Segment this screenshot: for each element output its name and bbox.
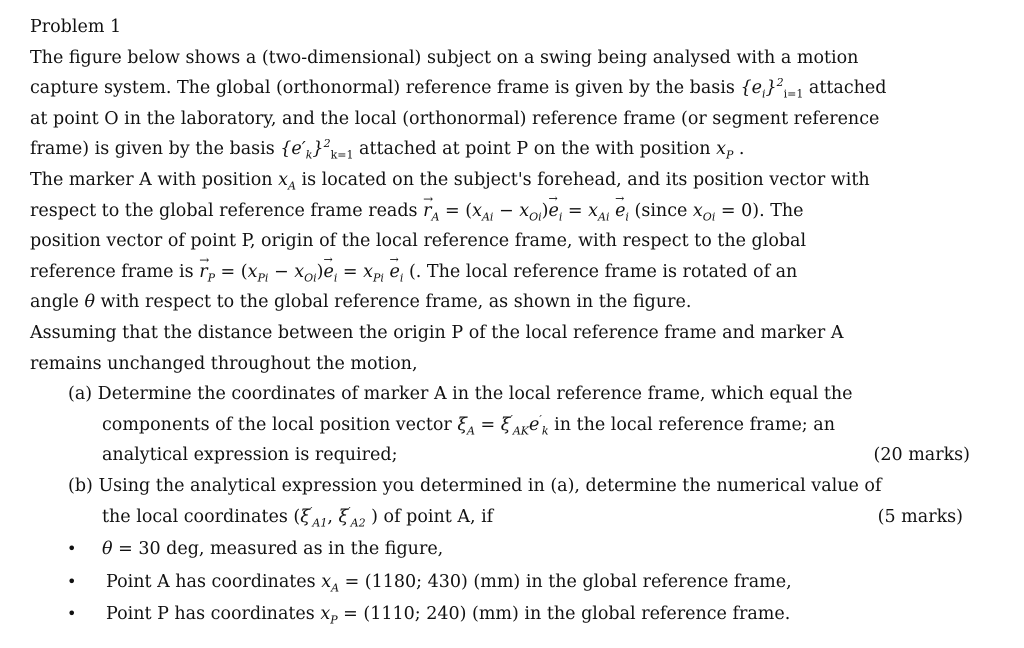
intro-line-4: frame) is given by the basis $\{e'_k\}^2_{k=1}$ attached at point P on the with position $x_P$ .: [30, 137, 745, 162]
intro-line-5: The marker A with position $x_A$ is located on the subject's forehead, and its position vector with: [30, 169, 870, 193]
part-b-marks: (5 marks): [877, 506, 963, 527]
x-a-symbol: $x_A$: [278, 169, 296, 193]
theta-symbol: θ: [84, 292, 95, 313]
xi-local-coords: $\xi'_{A1}$, $\xi'_{A2}$: [300, 504, 366, 529]
part-b-label: (b): [68, 475, 93, 496]
xi-a-equation: $\xi_A = \xi'_{AK}e'_k$: [457, 412, 549, 438]
part-a-marks: (20 marks): [873, 445, 970, 466]
intro-line-8: reference frame is → $r_P = (x_{Pi} - x_{Oi})\to e_i = x_{Pi} \to e_i$ (. The local reference frame is rotated of an: [30, 257, 990, 288]
bullet-icon: •: [67, 604, 77, 624]
intro-line-7: position vector of point P, origin of the local reference frame, with respect to the global: [30, 231, 807, 252]
part-b-line-2: the local coordinates ($\xi'_{A1}$, $\xi'_{A2}$ ) of point A, if (5 marks): [30, 502, 990, 533]
part-a-label: (a): [68, 384, 93, 405]
basis-e-prime-k: $\{e'_k\}^2_{k=1}$: [280, 137, 354, 162]
intro-line-6: respect to the global reference frame reads → $r_A = (x_{Ai} - x_{Oi})\to e_i = x_{Ai} \to e_i$ (since $x_{Oi} = 0$). The: [30, 196, 990, 227]
part-a-line-1: (a) Determine the coordinates of marker A in the local reference frame, which equal the: [68, 384, 853, 405]
part-b-line-1: (b) Using the analytical expression you determined in (a), determine the numerical value of: [68, 475, 882, 496]
bullet-icon: •: [67, 539, 77, 559]
x-oi-symbol: $x_{Oi}$: [692, 200, 716, 224]
intro-line-1: The figure below shows a (two-dimensional) subject on a swing being analysed with a motion: [30, 47, 859, 68]
intro-line-9: angle θ with respect to the global reference frame, as shown in the figure.: [30, 292, 692, 313]
bullet-item-theta: • θ = 30 deg, measured as in the figure,: [30, 534, 990, 565]
bullet-item-point-p: • Point P has coordinates $x_P = (1110$; 240) (mm) in the global reference frame.: [30, 599, 990, 630]
basis-e-i: $\{e_i\}^2_{i=1}$: [740, 76, 804, 101]
r-a-equation: → $r_A = (x_{Ai} - x_{Oi})\to e_i = x_{Ai} \to e_i$: [423, 201, 629, 221]
bullet-icon: •: [67, 571, 77, 591]
intro-line-11: remains unchanged throughout the motion,: [30, 353, 418, 374]
problem-title: Problem 1: [30, 17, 122, 37]
intro-line-10: Assuming that the distance between the origin P of the local reference frame and marker A: [30, 322, 844, 343]
bullet-item-point-a: • Point A has coordinates $x_A = (1180$; 430) (mm) in the global reference frame,: [30, 567, 990, 598]
part-a-line-2: components of the local position vector $\xi_A = \xi'_{AK}e'_k$ in the local reference frame; an: [102, 412, 835, 438]
x-p-symbol: $x_P$: [716, 139, 734, 162]
document: [30, 12, 990, 630]
intro-line-3: at point O in the laboratory, and the local (orthonormal) reference frame (or segment reference: [30, 108, 880, 129]
part-a-line-3: analytical expression is required; (20 marks): [30, 440, 990, 471]
r-p-equation: → $r_P = (x_{Pi} - x_{Oi})\to e_i = x_{Pi} \to e_i$: [199, 262, 403, 282]
intro-line-2: capture system. The global (orthonormal) reference frame is given by the basis $\{e_i\}^2_{i=1}$ attached: [30, 76, 887, 101]
